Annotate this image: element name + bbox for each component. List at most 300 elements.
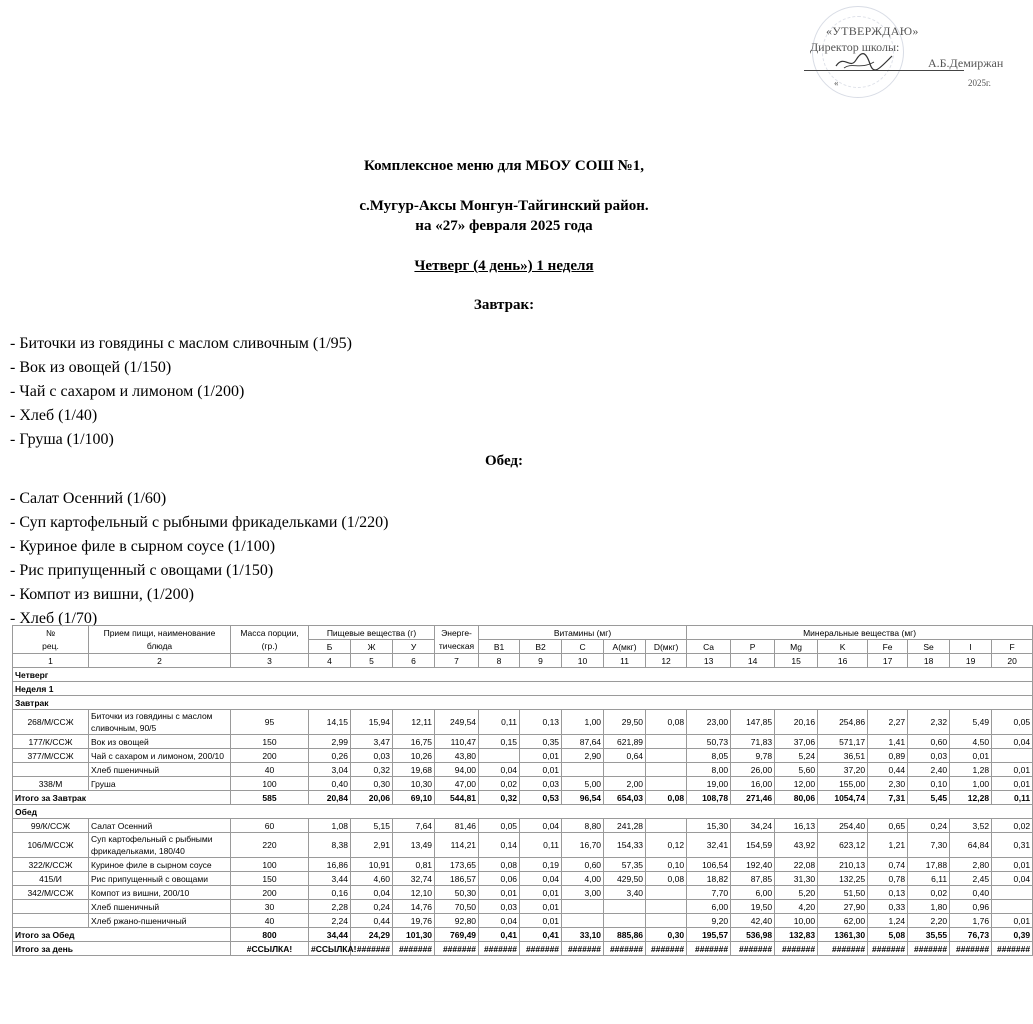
total-value: 195,57 (687, 928, 731, 942)
value-cell: 0,81 (393, 858, 435, 872)
value-cell: 0,64 (604, 749, 646, 763)
value-cell: 210,13 (818, 858, 868, 872)
table-row (13, 710, 1033, 735)
signature-icon (834, 50, 894, 72)
stamp-date-quote: « (834, 78, 839, 88)
value-cell: 37,06 (775, 735, 818, 749)
value-cell: 1,21 (868, 833, 908, 858)
subheader-cell: K (818, 640, 868, 654)
value-cell: 0,13 (520, 710, 562, 735)
value-cell: 1,08 (309, 819, 351, 833)
section-day: Четверг (13, 668, 1033, 682)
column-number: 18 (908, 654, 950, 668)
value-cell: 2,20 (908, 914, 950, 928)
total-value: ####### (604, 942, 646, 956)
recipe-number (13, 763, 89, 777)
value-cell: 60 (231, 819, 309, 833)
list-item: - Вок из овощей (1/150) (10, 359, 172, 376)
column-number: 5 (351, 654, 393, 668)
value-cell: 0,03 (479, 900, 520, 914)
column-number: 17 (868, 654, 908, 668)
column-number: 12 (646, 654, 687, 668)
lunch-heading: Обед: (484, 453, 523, 469)
value-cell: 5,20 (775, 886, 818, 900)
total-row (13, 791, 1033, 805)
column-number: 6 (393, 654, 435, 668)
value-cell: 57,35 (604, 858, 646, 872)
value-cell: 27,90 (818, 900, 868, 914)
table-row (13, 872, 1033, 886)
value-cell: 0,10 (908, 777, 950, 791)
value-cell: 0,01 (479, 886, 520, 900)
value-cell: 0,33 (868, 900, 908, 914)
total-value: 20,84 (309, 791, 351, 805)
document-location: с.Мугур-Аксы Монгун-Тайгинский район. (359, 198, 649, 214)
total-value: 80,06 (775, 791, 818, 805)
value-cell: 1,76 (950, 914, 992, 928)
value-cell: 0,24 (908, 819, 950, 833)
value-cell: 0,02 (479, 777, 520, 791)
value-cell: 12,00 (775, 777, 818, 791)
total-value: ####### (992, 942, 1033, 956)
recipe-number: 415/И (13, 872, 89, 886)
table-row (13, 819, 1033, 833)
total-value: 33,10 (562, 928, 604, 942)
total-value: 0,08 (646, 791, 687, 805)
total-value: 0,32 (479, 791, 520, 805)
value-cell: 220 (231, 833, 309, 858)
value-cell: 0,11 (520, 833, 562, 858)
recipe-number: 268/М/ССЖ (13, 710, 89, 735)
column-number: 14 (731, 654, 775, 668)
table-row (13, 777, 1033, 791)
subheader-cell: P (731, 640, 775, 654)
value-cell: 64,84 (950, 833, 992, 858)
recipe-number: 322/К/ССЖ (13, 858, 89, 872)
value-cell: 132,25 (818, 872, 868, 886)
dish-name: Рис припущенный с овощами (89, 872, 231, 886)
value-cell: 0,44 (868, 763, 908, 777)
value-cell: 0,44 (351, 914, 393, 928)
total-label: Итого за Обед (13, 928, 231, 942)
value-cell: 0,26 (309, 749, 351, 763)
value-cell: 249,54 (435, 710, 479, 735)
column-number: 4 (309, 654, 351, 668)
breakfast-heading: Завтрак: (473, 297, 535, 313)
value-cell: 0,01 (520, 749, 562, 763)
value-cell: 0,01 (520, 914, 562, 928)
list-item: - Суп картофельный с рыбными фрикадельками (1/220) (10, 514, 389, 531)
value-cell (992, 749, 1033, 763)
value-cell: 186,57 (435, 872, 479, 886)
total-value: ####### (520, 942, 562, 956)
value-cell: 150 (231, 735, 309, 749)
total-row (13, 928, 1033, 942)
table-row (13, 886, 1033, 900)
value-cell: 0,01 (992, 777, 1033, 791)
recipe-number: 342/М/ССЖ (13, 886, 89, 900)
dish-name: Хлеб пшеничный (89, 763, 231, 777)
value-cell: 100 (231, 858, 309, 872)
header-rec: № (13, 626, 89, 640)
value-cell: 70,50 (435, 900, 479, 914)
value-cell: 200 (231, 886, 309, 900)
value-cell: 19,00 (687, 777, 731, 791)
value-cell: 0,31 (992, 833, 1033, 858)
value-cell: 10,30 (393, 777, 435, 791)
value-cell: 42,40 (731, 914, 775, 928)
value-cell (604, 900, 646, 914)
value-cell: 16,75 (393, 735, 435, 749)
document-date: на «27» февраля 2025 года (415, 218, 593, 234)
value-cell: 0,08 (479, 858, 520, 872)
value-cell: 92,80 (435, 914, 479, 928)
dish-name: Салат Осенний (89, 819, 231, 833)
recipe-number: 99/К/ССЖ (13, 819, 89, 833)
value-cell: 621,89 (604, 735, 646, 749)
value-cell: 43,92 (775, 833, 818, 858)
value-cell: 36,51 (818, 749, 868, 763)
total-label: Итого за день (13, 942, 231, 956)
value-cell: 2,80 (950, 858, 992, 872)
value-cell: 0,35 (520, 735, 562, 749)
list-item: - Рис припущенный с овощами (1/150) (10, 562, 274, 579)
total-value: #ССЫЛКА! (231, 942, 309, 956)
value-cell: 200 (231, 749, 309, 763)
total-value: 34,44 (309, 928, 351, 942)
column-number: 15 (775, 654, 818, 668)
value-cell: 173,65 (435, 858, 479, 872)
value-cell: 9,20 (687, 914, 731, 928)
approval-stamp (800, 6, 1004, 106)
value-cell: 0,01 (520, 886, 562, 900)
total-value: 1054,74 (818, 791, 868, 805)
value-cell: 47,00 (435, 777, 479, 791)
value-cell: 0,19 (520, 858, 562, 872)
total-value: 544,81 (435, 791, 479, 805)
subheader-cell: F (992, 640, 1033, 654)
value-cell: 4,20 (775, 900, 818, 914)
total-value: 69,10 (393, 791, 435, 805)
value-cell: 0,01 (950, 749, 992, 763)
value-cell: 0,15 (479, 735, 520, 749)
value-cell: 7,64 (393, 819, 435, 833)
subheader-cell: C (562, 640, 604, 654)
value-cell: 0,04 (520, 872, 562, 886)
value-cell: 429,50 (604, 872, 646, 886)
header-mass-sub: (гр.) (231, 640, 309, 654)
total-value: 0,41 (479, 928, 520, 942)
value-cell: 0,24 (351, 900, 393, 914)
value-cell: 0,11 (479, 710, 520, 735)
stamp-director-name: А.Б.Демиржан (928, 56, 1004, 70)
column-number: 3 (231, 654, 309, 668)
value-cell: 32,74 (393, 872, 435, 886)
value-cell: 29,50 (604, 710, 646, 735)
value-cell: 14,15 (309, 710, 351, 735)
value-cell: 571,17 (818, 735, 868, 749)
subheader-cell: B2 (520, 640, 562, 654)
column-number: 1 (13, 654, 89, 668)
list-item: - Груша (1/100) (10, 431, 114, 448)
value-cell: 95 (231, 710, 309, 735)
value-cell: 5,15 (351, 819, 393, 833)
dish-name: Куриное филе в сырном соусе (89, 858, 231, 872)
list-item: - Хлеб (1/70) (10, 610, 98, 627)
value-cell (992, 886, 1033, 900)
value-cell: 0,13 (868, 886, 908, 900)
value-cell: 3,00 (562, 886, 604, 900)
value-cell: 32,41 (687, 833, 731, 858)
value-cell: 0,06 (479, 872, 520, 886)
value-cell: 192,40 (731, 858, 775, 872)
value-cell: 2,45 (950, 872, 992, 886)
column-number: 20 (992, 654, 1033, 668)
total-value: ####### (351, 942, 393, 956)
dish-name: Биточки из говядины с маслом сливочным, 90/5 (89, 710, 231, 735)
column-number: 11 (604, 654, 646, 668)
document-title: Комплексное меню для МБОУ СОШ №1, (364, 158, 644, 174)
value-cell: 0,08 (646, 872, 687, 886)
stamp-director-label: Директор школы: (810, 40, 900, 54)
column-number: 10 (562, 654, 604, 668)
value-cell: 2,00 (604, 777, 646, 791)
total-value: 536,98 (731, 928, 775, 942)
value-cell (646, 763, 687, 777)
table-row (13, 858, 1033, 872)
value-cell: 94,00 (435, 763, 479, 777)
value-cell: 6,11 (908, 872, 950, 886)
value-cell: 2,28 (309, 900, 351, 914)
value-cell: 2,30 (868, 777, 908, 791)
list-item: - Чай с сахаром и лимоном (1/200) (10, 383, 245, 400)
value-cell: 8,05 (687, 749, 731, 763)
value-cell: 16,86 (309, 858, 351, 872)
value-cell: 26,00 (731, 763, 775, 777)
table-row (13, 914, 1033, 928)
dish-name: Груша (89, 777, 231, 791)
total-value: 24,29 (351, 928, 393, 942)
value-cell: 19,68 (393, 763, 435, 777)
value-cell: 19,76 (393, 914, 435, 928)
total-value: 132,83 (775, 928, 818, 942)
value-cell: 8,38 (309, 833, 351, 858)
total-value: 800 (231, 928, 309, 942)
header-rec-sub: рец. (13, 640, 89, 654)
value-cell: 0,65 (868, 819, 908, 833)
value-cell: 8,00 (687, 763, 731, 777)
value-cell (646, 777, 687, 791)
subheader-cell: Fe (868, 640, 908, 654)
value-cell (646, 749, 687, 763)
value-cell: 0,04 (479, 763, 520, 777)
value-cell: 14,76 (393, 900, 435, 914)
value-cell: 5,49 (950, 710, 992, 735)
value-cell: 0,74 (868, 858, 908, 872)
total-value: 885,86 (604, 928, 646, 942)
value-cell: 0,01 (520, 763, 562, 777)
value-cell: 0,60 (562, 858, 604, 872)
value-cell (646, 914, 687, 928)
value-cell: 0,02 (908, 886, 950, 900)
recipe-number (13, 914, 89, 928)
value-cell: 87,85 (731, 872, 775, 886)
total-value: 0,30 (646, 928, 687, 942)
value-cell: 0,01 (992, 914, 1033, 928)
value-cell: 154,59 (731, 833, 775, 858)
column-number: 9 (520, 654, 562, 668)
value-cell: 3,44 (309, 872, 351, 886)
list-item: - Компот из вишни, (1/200) (10, 586, 194, 603)
value-cell: 17,88 (908, 858, 950, 872)
total-value: 12,28 (950, 791, 992, 805)
column-number: 13 (687, 654, 731, 668)
value-cell: 154,33 (604, 833, 646, 858)
value-cell: 2,27 (868, 710, 908, 735)
total-value: ####### (479, 942, 520, 956)
value-cell: 81,46 (435, 819, 479, 833)
value-cell: 40 (231, 763, 309, 777)
recipe-number: 106/М/ССЖ (13, 833, 89, 858)
value-cell: 2,32 (908, 710, 950, 735)
header-name: Прием пищи, наименование (89, 626, 231, 640)
value-cell: 155,00 (818, 777, 868, 791)
value-cell: 2,91 (351, 833, 393, 858)
value-cell: 30 (231, 900, 309, 914)
value-cell: 0,01 (992, 763, 1033, 777)
value-cell: 3,04 (309, 763, 351, 777)
total-row (13, 942, 1033, 956)
table-row (13, 900, 1033, 914)
total-value: ####### (868, 942, 908, 956)
total-value: 5,08 (868, 928, 908, 942)
value-cell: 4,60 (351, 872, 393, 886)
column-number: 8 (479, 654, 520, 668)
value-cell (562, 763, 604, 777)
value-cell: 0,04 (520, 819, 562, 833)
total-value: 5,45 (908, 791, 950, 805)
recipe-number: 338/М (13, 777, 89, 791)
value-cell: 5,24 (775, 749, 818, 763)
value-cell: 0,32 (351, 763, 393, 777)
value-cell: 5,60 (775, 763, 818, 777)
stamp-signature-line (804, 70, 964, 71)
value-cell: 31,30 (775, 872, 818, 886)
value-cell: 50,30 (435, 886, 479, 900)
value-cell: 0,05 (992, 710, 1033, 735)
subheader-cell: У (393, 640, 435, 654)
value-cell (646, 819, 687, 833)
subheader-cell: B1 (479, 640, 520, 654)
section-lunch: Обед (13, 805, 1033, 819)
value-cell: 150 (231, 872, 309, 886)
value-cell: 147,85 (731, 710, 775, 735)
total-value: ####### (435, 942, 479, 956)
value-cell: 0,40 (309, 777, 351, 791)
total-value: 7,31 (868, 791, 908, 805)
value-cell: 3,52 (950, 819, 992, 833)
value-cell: 100 (231, 777, 309, 791)
total-value: 1361,30 (818, 928, 868, 942)
value-cell: 623,12 (818, 833, 868, 858)
value-cell: 51,50 (818, 886, 868, 900)
header-energy: Энерге- (435, 626, 479, 640)
value-cell: 1,00 (562, 710, 604, 735)
value-cell: 254,86 (818, 710, 868, 735)
value-cell: 0,05 (479, 819, 520, 833)
value-cell: 9,78 (731, 749, 775, 763)
document-day: Четверг (4 день») 1 неделя (414, 258, 594, 274)
value-cell (646, 886, 687, 900)
list-item: - Салат Осенний (1/60) (10, 490, 167, 507)
value-cell: 50,73 (687, 735, 731, 749)
total-value: ####### (687, 942, 731, 956)
value-cell: 1,41 (868, 735, 908, 749)
value-cell: 6,00 (687, 900, 731, 914)
value-cell: 110,47 (435, 735, 479, 749)
total-value: 76,73 (950, 928, 992, 942)
value-cell: 1,00 (950, 777, 992, 791)
total-value: 108,78 (687, 791, 731, 805)
value-cell: 71,83 (731, 735, 775, 749)
total-value: ####### (562, 942, 604, 956)
total-value: ####### (393, 942, 435, 956)
breakfast-list (10, 332, 352, 452)
table-row (13, 763, 1033, 777)
value-cell: 8,80 (562, 819, 604, 833)
value-cell: 0,78 (868, 872, 908, 886)
table-row (13, 749, 1033, 763)
value-cell: 0,16 (309, 886, 351, 900)
value-cell: 1,80 (908, 900, 950, 914)
value-cell: 0,96 (950, 900, 992, 914)
value-cell: 0,01 (520, 900, 562, 914)
value-cell: 16,00 (731, 777, 775, 791)
value-cell (562, 900, 604, 914)
value-cell: 1,28 (950, 763, 992, 777)
total-value: ####### (818, 942, 868, 956)
value-cell: 2,99 (309, 735, 351, 749)
value-cell: 10,00 (775, 914, 818, 928)
subheader-cell: Se (908, 640, 950, 654)
total-value: 271,46 (731, 791, 775, 805)
value-cell: 20,16 (775, 710, 818, 735)
value-cell (992, 900, 1033, 914)
list-item: - Куриное филе в сырном соусе (1/100) (10, 538, 276, 555)
column-number: 7 (435, 654, 479, 668)
dish-name: Суп картофельный с рыбными фрикадельками, 180/40 (89, 833, 231, 858)
total-value: 0,41 (520, 928, 562, 942)
subheader-cell: D(мкг) (646, 640, 687, 654)
header-vitamins: Витамины (мг) (479, 626, 687, 640)
subheader-cell: Mg (775, 640, 818, 654)
stamp-approve-label: «УТВЕРЖДАЮ» (826, 24, 919, 38)
header-nutrients: Пищевые вещества (г) (309, 626, 435, 640)
total-value: 35,55 (908, 928, 950, 942)
header-name-sub: блюда (89, 640, 231, 654)
value-cell: 3,40 (604, 886, 646, 900)
total-value: 0,39 (992, 928, 1033, 942)
column-number: 2 (89, 654, 231, 668)
value-cell: 0,04 (992, 872, 1033, 886)
list-item: - Хлеб (1/40) (10, 407, 98, 424)
stamp-year: 2025г. (968, 78, 991, 88)
dish-name: Вок из овощей (89, 735, 231, 749)
value-cell: 15,30 (687, 819, 731, 833)
value-cell: 7,30 (908, 833, 950, 858)
value-cell (604, 763, 646, 777)
total-value: ####### (646, 942, 687, 956)
